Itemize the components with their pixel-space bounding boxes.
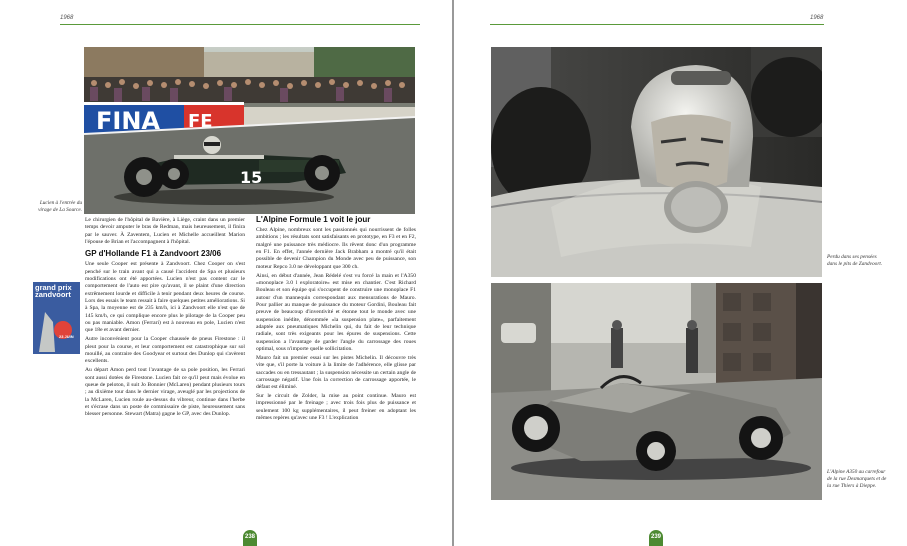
page-year: 1968 bbox=[810, 15, 824, 21]
page-number: 239 bbox=[649, 530, 663, 546]
race-photo-illustration bbox=[84, 47, 415, 214]
fina-banner-text: FINA bbox=[96, 107, 160, 135]
poster-date: 23 JUIN bbox=[59, 334, 74, 339]
header-rule bbox=[490, 24, 824, 25]
right-page bbox=[454, 0, 907, 546]
left-page bbox=[0, 0, 453, 546]
left-column-2 bbox=[256, 215, 416, 424]
paragraph: Chez Alpine, nombreux sont les passionnés qui nourrissent de folles ambitions ; les résultats sont satisfaisants en prototype, en F3 et en F2, malgré une puissance très médiocre. Ils rêvent donc d'un programme en F1. En effet, l'année dernière Jack Brabham a montré qu'il était possible de devenir Champion du Monde avec peu de puissance, son moteur Repco 3.0 ne développant que 300 ch. bbox=[256, 227, 416, 270]
header-rule bbox=[60, 24, 420, 25]
paragraph: Le chirurgien de l'hôpital de Bavière, à Liège, craint dans un premier temps devoir amputer le bras de Redman, mais heureusement, il finira par le sauver. À Zaventem, Lucien et Michelle accueillent Marion l'épouse de Brian et l'accompagnent à l'hôpital. bbox=[85, 217, 245, 246]
race-photo bbox=[84, 47, 415, 214]
alpine-photo bbox=[491, 283, 822, 500]
paragraph: Une seule Cooper est présente à Zandvoort. Chez Cooper on s'est penché sur le train avant qui a causé l'accident de Spa et plusieurs modifications ont été apportées. Lucien n'est pas content car le comportement de l'auto est pire qu'avant, il se plaint d'une direction extrêmement lourde et difficile à tenir pendant deux heures de course. Lors des essais le team ressait à faire quelques petites améliorations. Si à Spa, la moyenne est de 235 km/h, ici à Zandvoort elle n'est que de 145 km/h, ce qui complique encore plus le pilotage de la Cooper peu ou pas maniable. Amon (Ferrari) est à nouveau en pole, Lucien n'est que 18e et avant dernier. bbox=[85, 261, 245, 334]
banner-text-2: FE bbox=[188, 111, 213, 132]
poster-line1: grand prix bbox=[35, 283, 72, 292]
photo-caption: Lucien à l'entrée du virage de La Source. bbox=[38, 200, 82, 213]
section-heading-alpine: L'Alpine Formule 1 voit le jour bbox=[256, 215, 371, 224]
section-heading-zandvoort: GP d'Hollande F1 à Zandvoort 23/06 bbox=[85, 249, 222, 259]
paragraph: Autre inconvénient pour la Cooper chaussée de pneus Firestone : il pleut pour la course, et leur comportement est catastrophique sur sol mouillé, au contraire des Goodyear et surtout des Dunlop qui s'avèrent excellents. bbox=[85, 336, 245, 365]
driver-photo-illustration bbox=[491, 47, 822, 277]
page-number: 238 bbox=[243, 530, 257, 546]
left-column-1 bbox=[85, 217, 245, 420]
bottom-photo-caption: L'Alpine A350 au carrefour de la rue Desmarquets et de la rue Thiers à Dieppe. bbox=[827, 469, 887, 489]
paragraph: Ainsi, en début d'année, Jean Rédelé s'est vu forcé la main et l'A350 «monoplace 3.0 l exploratoire» est mise en chantier. C'est Richard Bouleau et son équipe qui s'occupent de construire une monoplace F1 autour d'un mannequin correspondant aux mensurations de Mauro. Pour pallier au manque de puissance du moteur Gordini, Bouleau fait preuve de beaucoup d'inventivité et étonne tout le monde avec une suspension inédite, dénommée «la suspension plate», parfaitement adaptée aux pneumatiques Michelin qui, du fait de leur technique radiale, sont très exigeants pour les épures de suspensions. Cette suspension a l'avantage de garder l'angle du carrossage des roues optimal, sous n'importe quelle sollicitation. bbox=[256, 272, 416, 352]
page-year: 1968 bbox=[60, 15, 74, 21]
poster-art bbox=[33, 282, 80, 354]
driver-photo bbox=[491, 47, 822, 277]
paragraph: Au départ Amon perd tout l'avantage de sa pole position, les Ferrari sont aussi dotées de Firestone. Lucien fait ce qu'il peut mais évolue en queue de peloton, il suit Jo Bonnier (McLaren) pendant plusieurs tours ; au dixième tour dans le dernier virage, aveuglé par les projections de la McLaren, Lucien roule au-dessus du vibreur, continue dans l'herbe et s'écrase dans un poste de commissaire de piste, heureusement sans blesser personne. Stewart (Matra) gagne le GP, avec des Dunlop. bbox=[85, 367, 245, 418]
paragraph: Mauro fait un premier essai sur les pistes Michelin. Il découvre très vite que, s'il porte la voiture à la limite de l'adhérence, elle glisse par saccades ou en tressautant ; la suspension nécessite un certain angle de carrossage négatif. Une fois la correction de carrossage apportée, le défaut est éliminé. bbox=[256, 354, 416, 391]
race-number: 15 bbox=[240, 168, 263, 187]
gp-poster bbox=[33, 282, 80, 354]
paragraph: Sur le circuit de Zolder, la mise au point continue. Mauro est impressionné par le freinage ; avec trois fois plus de puissance et seulement 100 kg supplémentaires, il peut freiner en adoptant les mêmes repères qu'avec une F3 ! L'explication bbox=[256, 393, 416, 422]
alpine-photo-illustration bbox=[491, 283, 822, 500]
top-photo-caption: Perdu dans ses pensées dans le pits de Zandvoort. bbox=[827, 254, 883, 267]
poster-line2: zandvoort bbox=[35, 290, 71, 299]
